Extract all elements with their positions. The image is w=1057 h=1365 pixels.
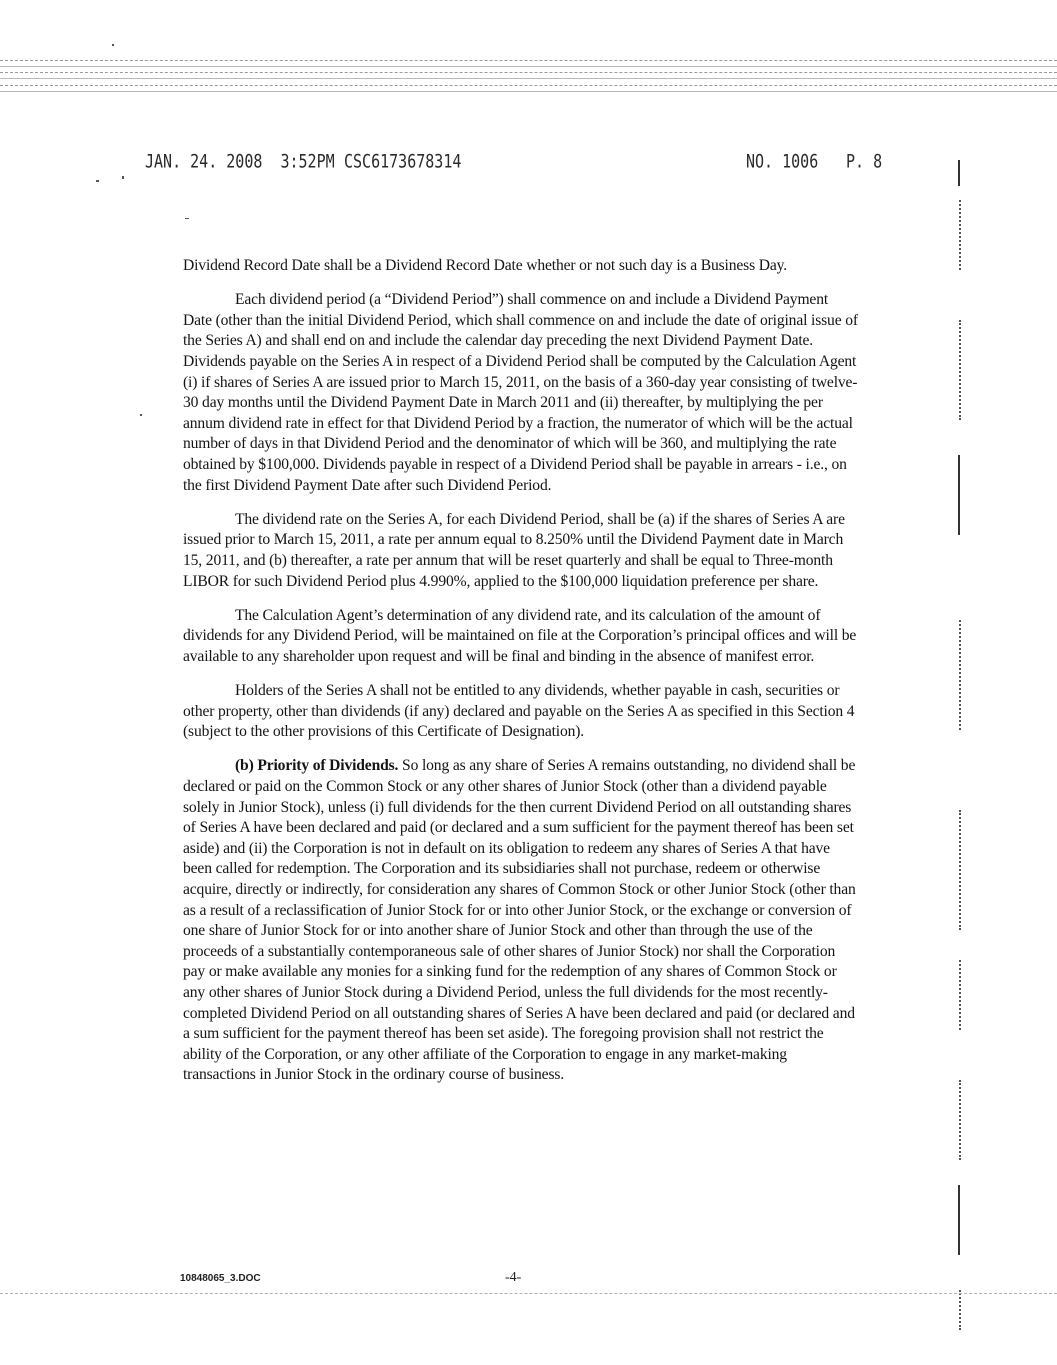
fax-sender-number: CSC6173678314 [344,150,462,173]
paragraph-dividend-period: Each dividend period (a “Dividend Period”) shall commence on and include a Dividend Payment Date (other than the initial Dividend Period, which shall commence on and include the date of original issue of the Series A) and shall end on and include the calendar day preceding the next Dividend Payment Date. Dividends payable on the Series A in respect of a Dividend Period shall be computed by the Calculation Agent (i) if shares of Series A are issued prior to March 15, 2011, on the basis of a 360-day year consisting of twelve-30 day months until the Dividend Payment Date in March 2011 and (ii) thereafter, by multiplying the per annum dividend rate in effect for that Dividend Period by a fraction, the numerator of which will be the actual number of days in that Dividend Period and the denominator of which will be 360, and multiplying the rate obtained by $100,000. Dividends payable in respect of a Dividend Period shall be payable in arrears - i.e., on the first Dividend Payment Date after such Dividend Period. [183,291,858,494]
paragraph-priority-of-dividends: (b) Priority of Dividends. So long as any share of Series A remains outstanding, no dividend shall be declared or paid on the Common Stock or any other shares of Junior Stock (other than a dividend payable solely in Junior Stock), unless (i) full dividends for the then current Dividend Period on all outstanding shares of Series A have been declared and paid (or declared and a sum sufficient for the payment thereof has been set aside) and (ii) the Corporation is not in default on its obligation to redeem any shares of Series A that have been called for redemption. The Corporation and its subsidiaries shall not purchase, redeem or otherwise acquire, directly or indirectly, for consideration any shares of Common Stock or other Junior Stock (other than as a result of a reclassification of Junior Stock for or into other Junior Stock, or the exchange or conversion of one share of Junior Stock for or into another share of Junior Stock and other than through the use of the proceeds of a substantially contemporaneous sale of other shares of Junior Stock) nor shall the Corporation pay or make available any monies for a sinking fund for the redemption of any shares of Common Stock or any other shares of Junior Stock during a Dividend Period, unless the full dividends for the most recently-completed Dividend Period on all outstanding shares of Series A have been declared and paid (or declared and a sum sufficient for the payment thereof has been set aside). The foregoing provision shall not restrict the ability of the Corporation, or any other affiliate of the Corporation to engage in any market-making transactions in Junior Stock in the ordinary course of business. [183,757,856,1084]
document-body [183,256,859,1100]
margin-scan-artifacts [955,150,975,1350]
paragraph-calculation-agent: The Calculation Agent’s determination of any dividend rate, and its calculation of the amount of dividends for any Dividend Period, will be maintained on file at the Corporation’s principal offices and will be available to any shareholder upon request and will be final and binding in the absence of manifest error. [183,606,857,665]
scan-speck [112,44,114,46]
section-heading: (b) Priority of Dividends. [235,757,399,775]
fax-datetime: JAN. 24. 2008 3:52PM [145,150,335,173]
scan-speck [122,176,124,179]
paragraph-record-date: Dividend Record Date shall be a Dividend Record Date whether or not such day is a Business Day. [183,257,787,274]
page-number: -4- [505,1270,522,1285]
fax-bottom-noise [0,1293,1057,1294]
fax-noise-band [0,58,1057,94]
scan-speck [140,414,142,416]
paragraph-dividend-rate: The dividend rate on the Series A, for each Dividend Period, shall be (a) if the shares of Series A are issued prior to March 15, 2011, a rate per annum equal to 8.250% until the Dividend Payment date in March 15, 2011, and (b) thereafter, a rate per annum that will be reset quarterly and shall be equal to Three-month LIBOR for such Dividend Period plus 4.990%, applied to the $100,000 liquidation preference per share. [183,510,845,590]
document-id: 10848065_3.DOC [180,1273,261,1284]
scan-speck [185,218,189,219]
fax-page: P. 8 [846,150,883,173]
paragraph-holders-entitlement: Holders of the Series A shall not be entitled to any dividends, whether payable in cash, securities or other property, other than dividends (if any) declared and payable on the Series A as specified in this Section 4 (subject to the other provisions of this Certificate of Designation). [183,682,855,741]
scan-speck [96,180,99,182]
fax-number: NO. 1006 [746,150,819,173]
